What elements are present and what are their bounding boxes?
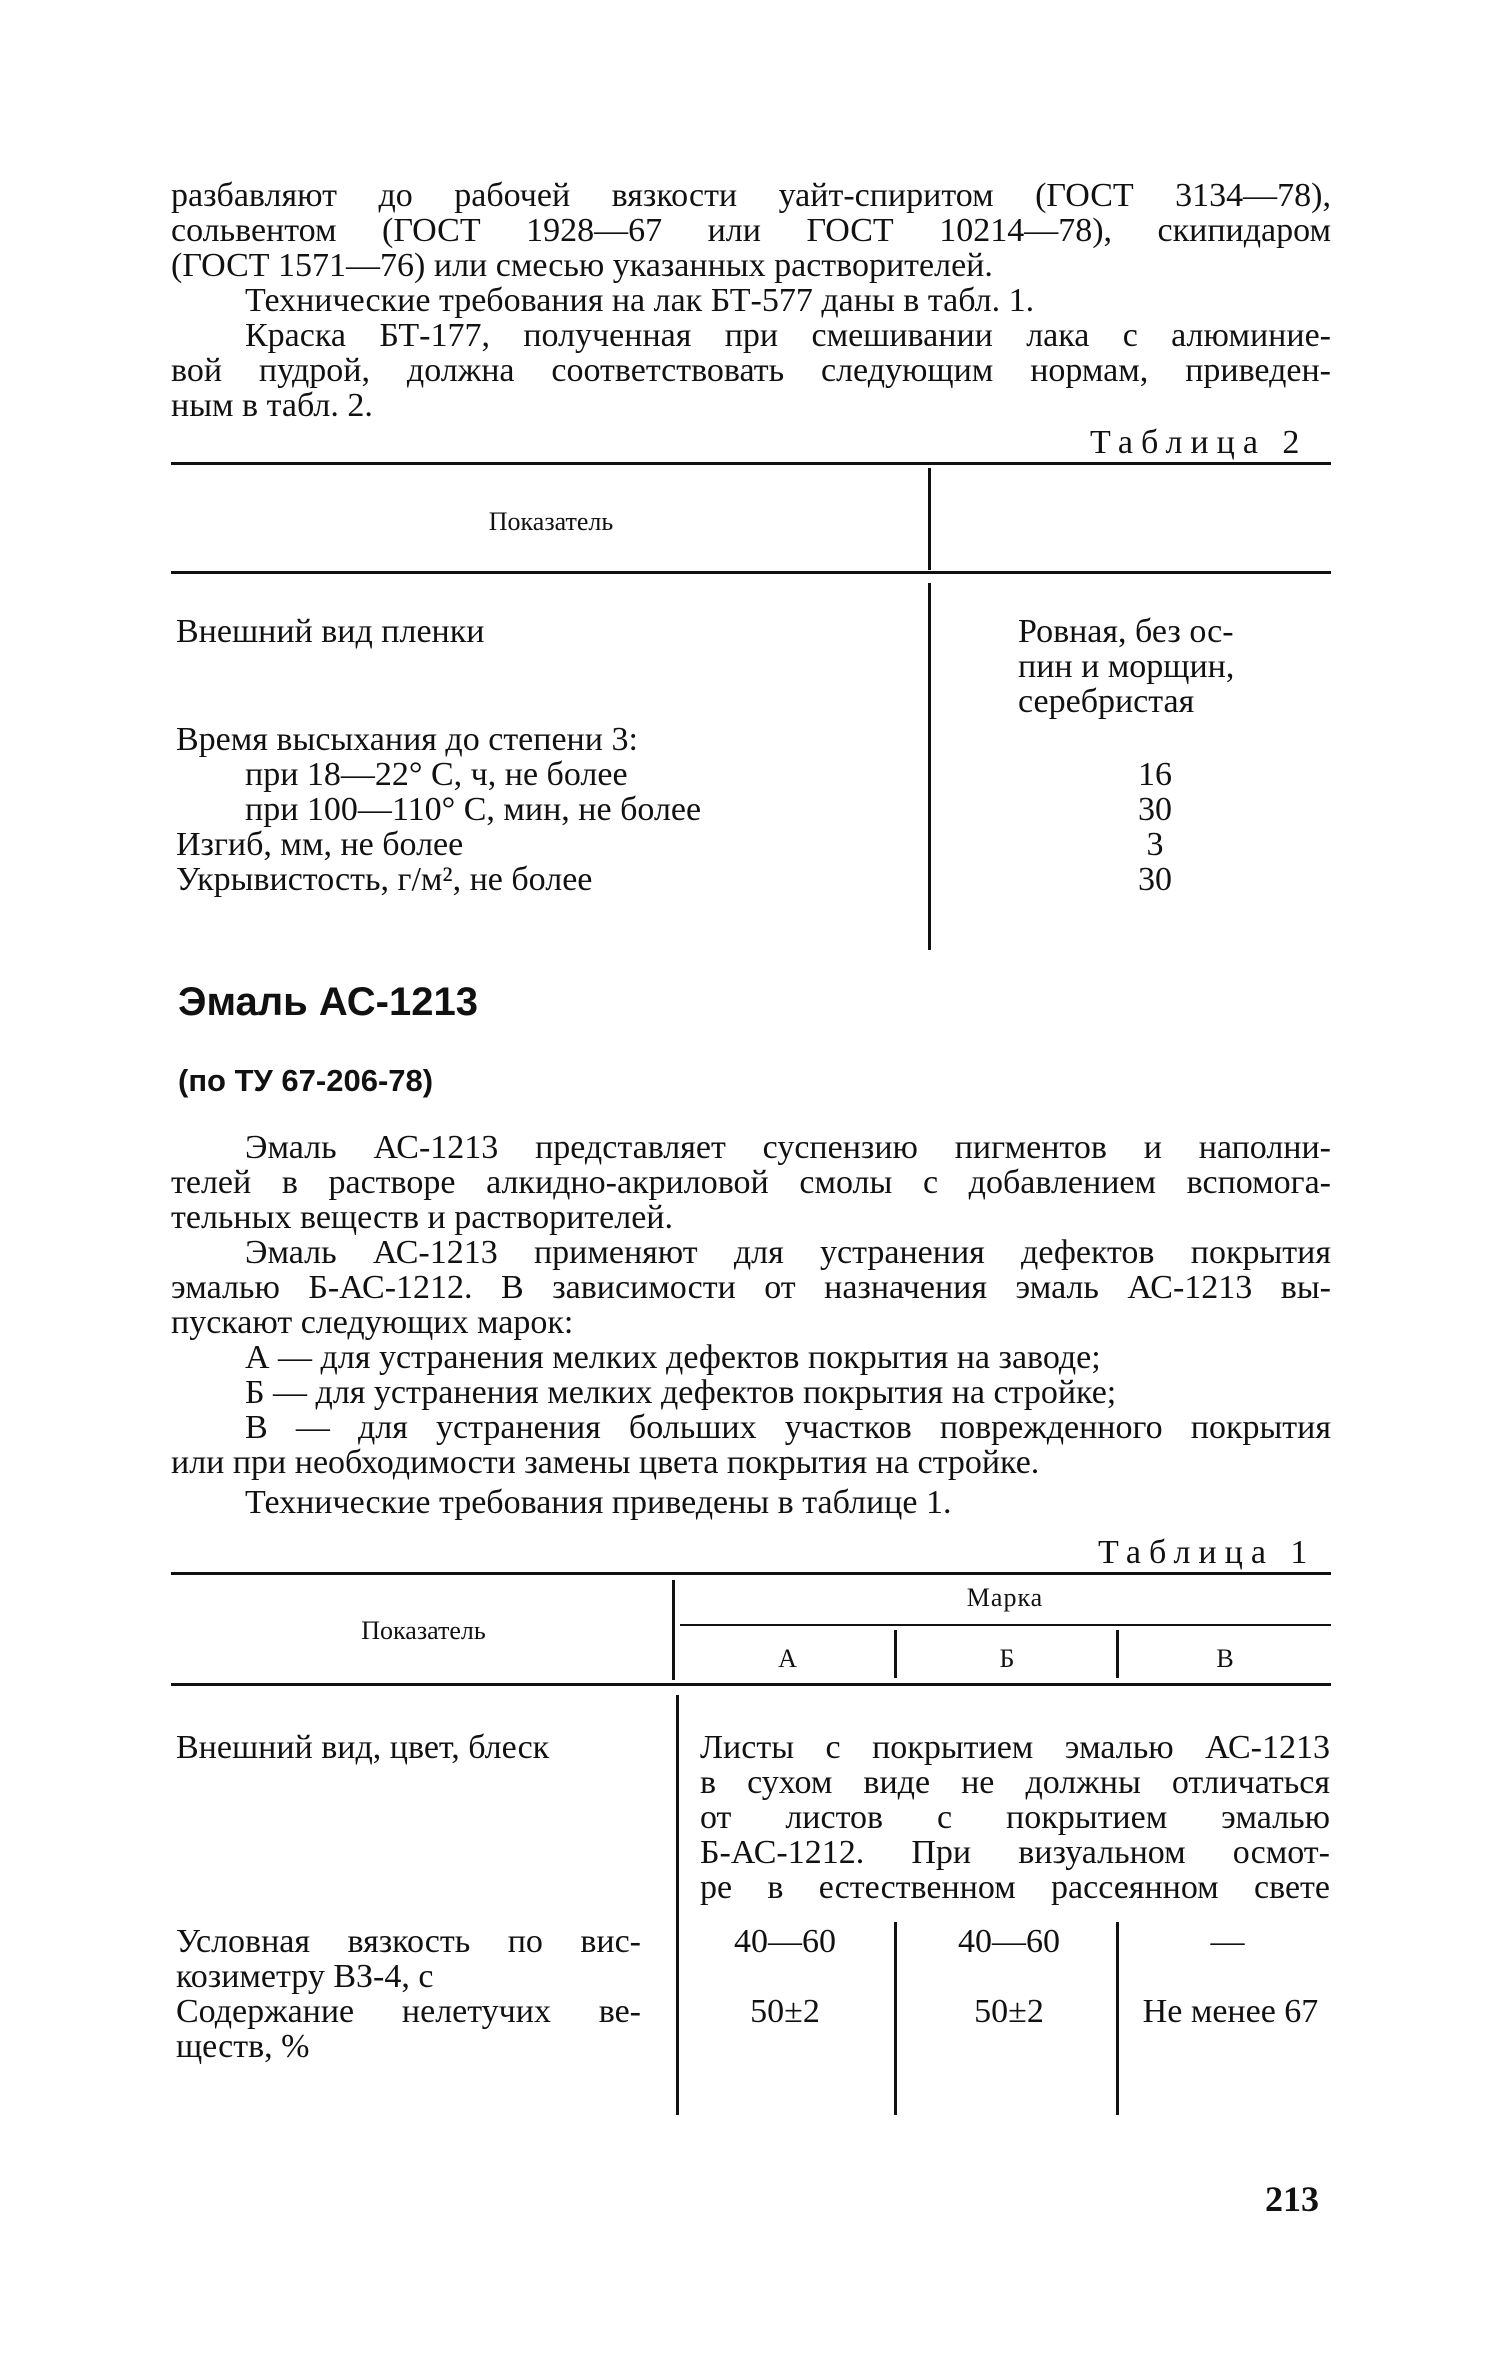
table1-row-label [176, 1924, 641, 1994]
value-line: Б-АС-1212. При визуальном осмот- [700, 1834, 1330, 1871]
value-line: пин и морщин, [1018, 648, 1235, 685]
text-line: телей в растворе алкидно-акриловой смолы с добавлением вспомога- [171, 1164, 1331, 1201]
table1-top-rule [171, 1572, 1331, 1575]
label-line: Содержание нелетучих ве- [176, 1993, 641, 2030]
grade-list [171, 1340, 1331, 1480]
table2-row-label: при 100—110° С, мин, не более [245, 791, 702, 828]
table2-column-divider [928, 583, 931, 950]
list-item: Б — для устранения мелких дефектов покрытия на стройке; [245, 1374, 1117, 1411]
text-line: Эмаль АС-1213 представляет суспензию пигментов и наполни- [245, 1129, 1331, 1166]
table1-header-label: Показатель [361, 1616, 486, 1645]
table2-row-value: 16 [1138, 756, 1172, 793]
section-paragraph-3: Технические требования приведены в таблице 1. [245, 1484, 952, 1521]
text-line: ным в табл. 2. [171, 387, 373, 424]
section-title: Эмаль АС-1213 [178, 980, 478, 1024]
table1-column-divider [894, 1630, 897, 1678]
text-line: Краска БТ-177, полученная при смешивании лака с алюминие- [245, 317, 1331, 354]
table1-cell: 40—60 [958, 1923, 1060, 1960]
table2-row-value: 3 [1146, 826, 1164, 863]
intro-paragraph-2: Технические требования на лак БТ-577 даны в табл. 1. [245, 282, 1035, 319]
table2-column-divider [928, 468, 931, 570]
table1-cell: Не менее 67 [1142, 1993, 1319, 2030]
text-line: тельных веществ и растворителей. [171, 1199, 673, 1236]
value-line: Листы с покрытием эмалью АС-1213 [700, 1729, 1330, 1766]
table1-cell: 40—60 [734, 1923, 836, 1960]
table2-row-value: 30 [1138, 861, 1172, 898]
intro-paragraph [171, 178, 1331, 283]
table1-column-header: А [778, 1644, 797, 1673]
section-paragraph [171, 1130, 1331, 1235]
table2-row-value: 30 [1138, 791, 1172, 828]
section-subtitle: (по ТУ 67-206-78) [178, 1063, 434, 1098]
table1-column-divider [672, 1580, 675, 1680]
table2-row-label: Укрывистость, г/м², не более [176, 861, 593, 898]
table1-column-header: В [1216, 1644, 1234, 1673]
text-line: сольвентом (ГОСТ 1928—67 или ГОСТ 10214—78), скипидаром [171, 212, 1331, 249]
list-item: А — для устранения мелких дефектов покрытия на заводе; [245, 1339, 1101, 1376]
text-line: эмалью Б-АС-1212. В зависимости от назначения эмаль АС-1213 вы- [171, 1269, 1331, 1306]
table1-row-label [176, 1994, 641, 2064]
text-line: Эмаль АС-1213 применяют для устранения дефектов покрытия [245, 1234, 1331, 1271]
label-line: ществ, % [176, 2028, 310, 2065]
text-line: (ГОСТ 1571—76) или смесью указанных растворителей. [171, 247, 993, 284]
list-item: В — для устранения больших участков поврежденного покрытия [245, 1409, 1331, 1446]
table1-caption: Таблица 1 [1098, 1534, 1316, 1571]
value-line: в сухом виде не должны отличаться [700, 1764, 1330, 1801]
table2-caption: Таблица 2 [1090, 424, 1308, 461]
value-line: серебристая [1018, 683, 1195, 720]
table2-row-label: Изгиб, мм, не более [176, 826, 464, 863]
page-number: 213 [1265, 2179, 1319, 2219]
table1-column-divider [1116, 1922, 1119, 2115]
text-line: пускают следующих марок: [171, 1304, 574, 1341]
table1-header-rule [171, 1683, 1331, 1686]
table1-cell: 50±2 [974, 1993, 1044, 2030]
value-line: Ровная, без ос- [1018, 613, 1234, 650]
table2-header-label: Показатель [488, 507, 614, 536]
table2-top-rule [171, 462, 1331, 465]
table1-row-label: Внешний вид, цвет, блеск [176, 1729, 550, 1766]
table1-column-divider [894, 1922, 897, 2115]
table2-row-label: Внешний вид пленки [176, 613, 485, 650]
table1-column-header: Б [999, 1644, 1015, 1673]
text-line: вой пудрой, должна соответствовать следующим нормам, приведен- [171, 352, 1331, 389]
table2-header-rule [171, 571, 1331, 574]
table2-row-label: Время высыхания до степени 3: [176, 721, 638, 758]
text-line: разбавляют до рабочей вязкости уайт-спиритом (ГОСТ 3134—78), [171, 177, 1331, 214]
table2-row-value [1018, 614, 1234, 719]
value-line: ре в естественном рассеянном свете [700, 1869, 1330, 1906]
table2-row-label: при 18—22° С, ч, не более [245, 756, 628, 793]
table1-cell: 50±2 [750, 1993, 820, 2030]
table1-column-divider [1116, 1630, 1119, 1678]
table1-group-rule [680, 1624, 1331, 1626]
label-line: козиметру ВЗ-4, с [176, 1958, 434, 1995]
label-line: Условная вязкость по вис- [176, 1923, 641, 1960]
value-line: от листов с покрытием эмалью [700, 1799, 1330, 1836]
table1-header-group: Марка [966, 1583, 1044, 1612]
list-item-continuation: или при необходимости замены цвета покрытия на стройке. [171, 1444, 1040, 1481]
table1-row-value [700, 1730, 1330, 1905]
section-paragraph [171, 1235, 1331, 1340]
intro-paragraph-3 [171, 318, 1331, 423]
table1-cell: — [1210, 1923, 1245, 1960]
table1-column-divider [676, 1695, 679, 2115]
